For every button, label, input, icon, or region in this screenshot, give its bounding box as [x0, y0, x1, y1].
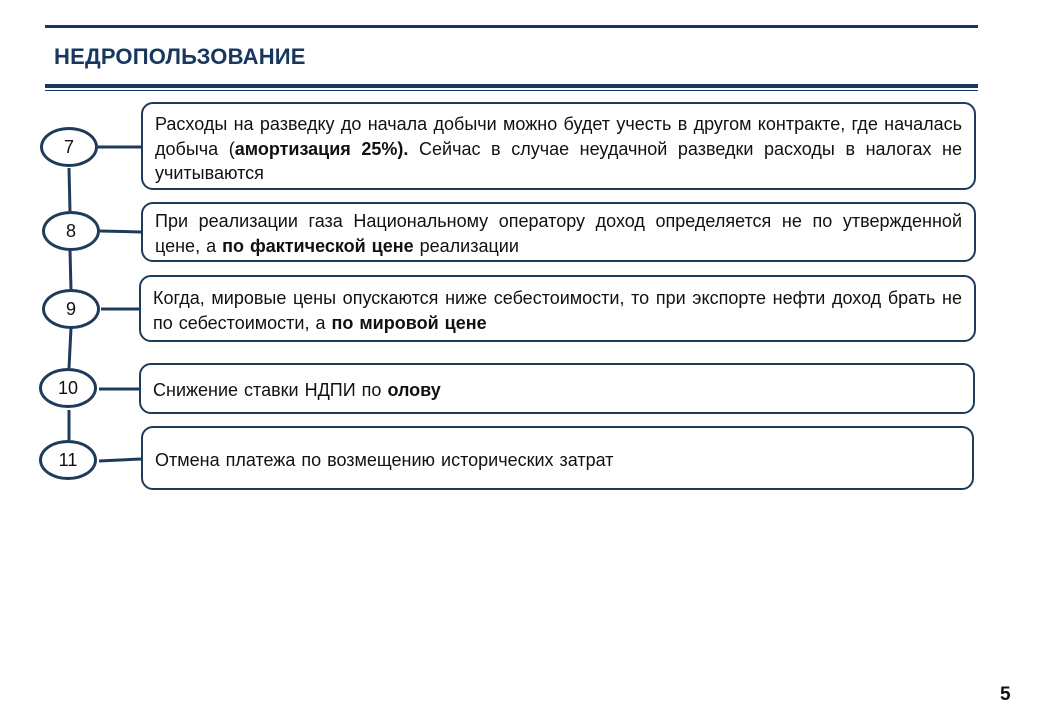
page-title: НЕДРОПОЛЬЗОВАНИЕ	[54, 44, 306, 69]
step-10-text: Снижение ставки НДПИ по	[153, 380, 388, 400]
step-9-bold: по мировой цене	[331, 312, 487, 333]
step-7-bold: амортизация 25%).	[234, 138, 409, 159]
step-box-8	[141, 202, 976, 262]
connector-8	[100, 231, 141, 232]
step-number-9: 9	[42, 289, 100, 329]
page-number: 5	[1000, 684, 1011, 705]
step-8-text: При реализации газа Национальному оператору доход определяется не по утвержденной цене, а	[155, 211, 962, 256]
spine-segment	[69, 168, 70, 212]
step-number-10: 10	[39, 368, 97, 408]
step-9-text: Когда, мировые цены опускаются ниже себестоимости, то при экспорте нефти доход брать не по себестоимости, а	[153, 288, 962, 333]
step-7-text: Расходы на разведку до начала добычи можно будет учесть в другом контракте, где началась добыча (	[155, 114, 962, 159]
step-number-7: 7	[40, 127, 98, 167]
connector-11	[99, 459, 141, 461]
step-box-10	[139, 363, 975, 414]
spine-segment	[69, 328, 71, 368]
step-box-7	[141, 102, 976, 190]
step-number-11: 11	[39, 440, 97, 480]
step-8-bold: по фактической цене	[222, 235, 414, 256]
step-box-9	[139, 275, 976, 342]
step-7-text-end: Сейчас в случае неудачной разведки расходы в налогах не учитываются	[155, 138, 962, 183]
step-11-text: Отмена платежа по возмещению исторических затрат	[155, 450, 614, 470]
step-box-11	[141, 426, 974, 490]
step-number-8: 8	[42, 211, 100, 251]
step-8-text-end: реализации	[413, 235, 519, 256]
step-10-bold: олову	[387, 380, 441, 400]
spine-segment	[70, 250, 71, 290]
